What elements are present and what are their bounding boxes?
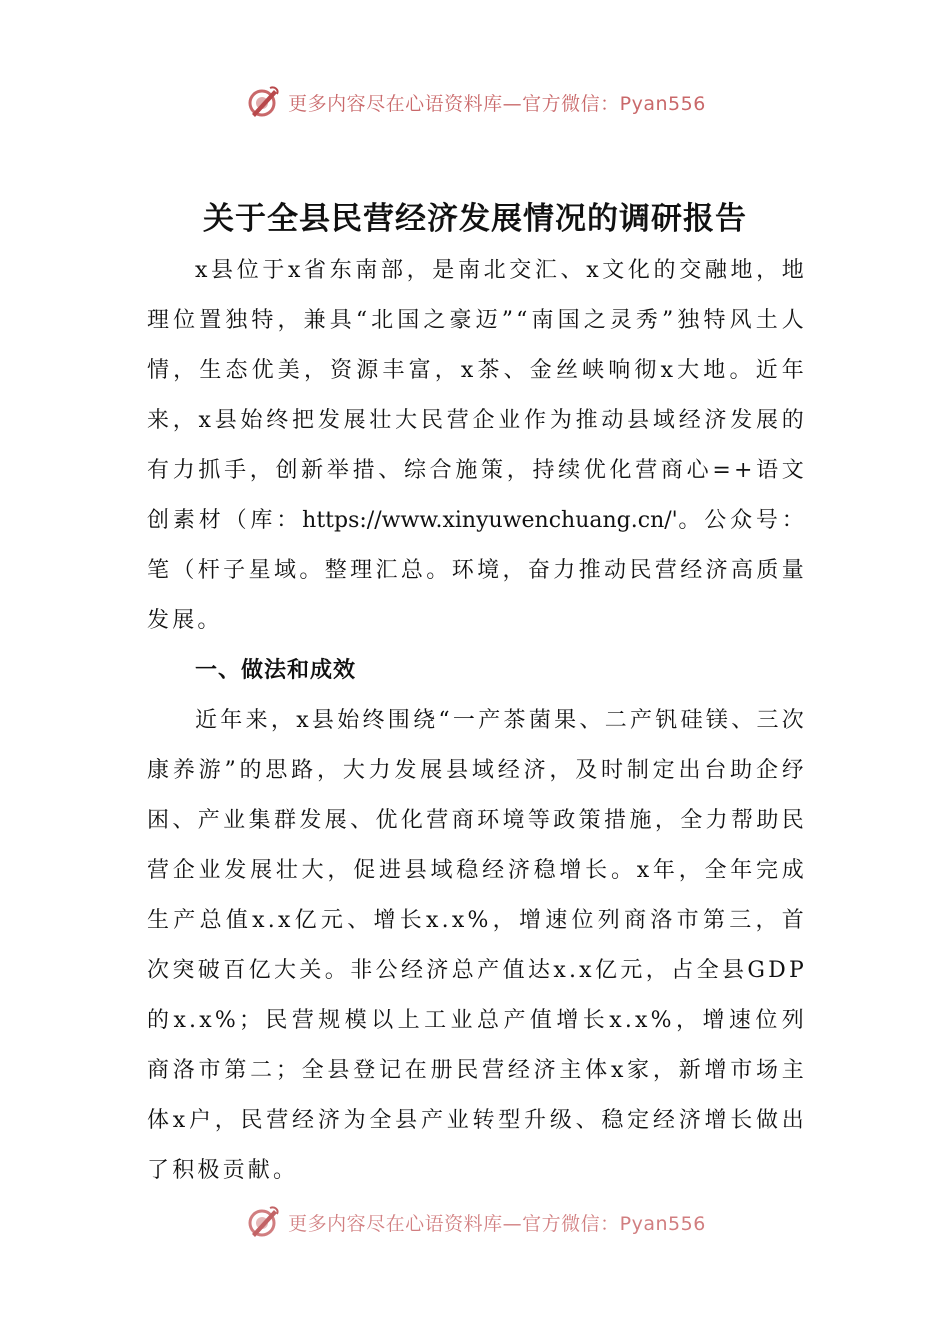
intro-paragraph bbox=[147, 246, 807, 646]
document-title: 关于全县民营经济发展情况的调研报告 bbox=[203, 201, 747, 237]
intro-text-continued: 。公众号：笔（杆子星域。整理汇总。环境，奋力推动民营经济高质量发展。 bbox=[147, 508, 807, 633]
header-watermark bbox=[0, 82, 950, 122]
source-url: https://www.xinyuwenchuang.cn/' bbox=[302, 508, 678, 533]
intro-text: x县位于x省东南部，是南北交汇、x文化的交融地，地理位置独特，兼具“北国之豪迈”“南国之灵秀”独特风土人情，生态优美，资源丰富，x茶、金丝峡响彻x大地。近年来，x县始终把发展壮大民营企业作为推动县域经济发展的有力抓手，创新举措、综合施策，持续优化营商心=+语文创素材（库： bbox=[147, 258, 807, 533]
watermark-text: 更多内容尽在心语资料库—官方微信：Pyan556 bbox=[288, 92, 706, 115]
quill-pen-seal-icon bbox=[244, 84, 280, 120]
section-paragraph: 近年来，x县始终围绕“一产茶菌果、二产钒硅镁、三次康养游”的思路，大力发展县域经济，及时制定出台助企纾困、产业集群发展、优化营商环境等政策措施，全力帮助民营企业发展壮大，促进县域稳经济稳增长。x年，全年完成生产总值x.x亿元、增长x.x%，增速位列商洛市第三，首次突破百亿大关。非公经济总产值达x.x亿元，占全县GDP的x.x%；民营规模以上工业总产值增长x.x%，增速位列商洛市第二；全县登记在册民营经济主体x家，新增市场主体x户，民营经济为全县产业转型升级、稳定经济增长做出了积极贡献。 bbox=[147, 708, 807, 1183]
document-body bbox=[147, 246, 807, 1196]
footer-watermark bbox=[0, 1202, 950, 1242]
section-heading: 一、做法和成效 bbox=[195, 658, 357, 683]
quill-pen-seal-icon bbox=[244, 1204, 280, 1240]
watermark-text: 更多内容尽在心语资料库—官方微信：Pyan556 bbox=[288, 1212, 706, 1235]
